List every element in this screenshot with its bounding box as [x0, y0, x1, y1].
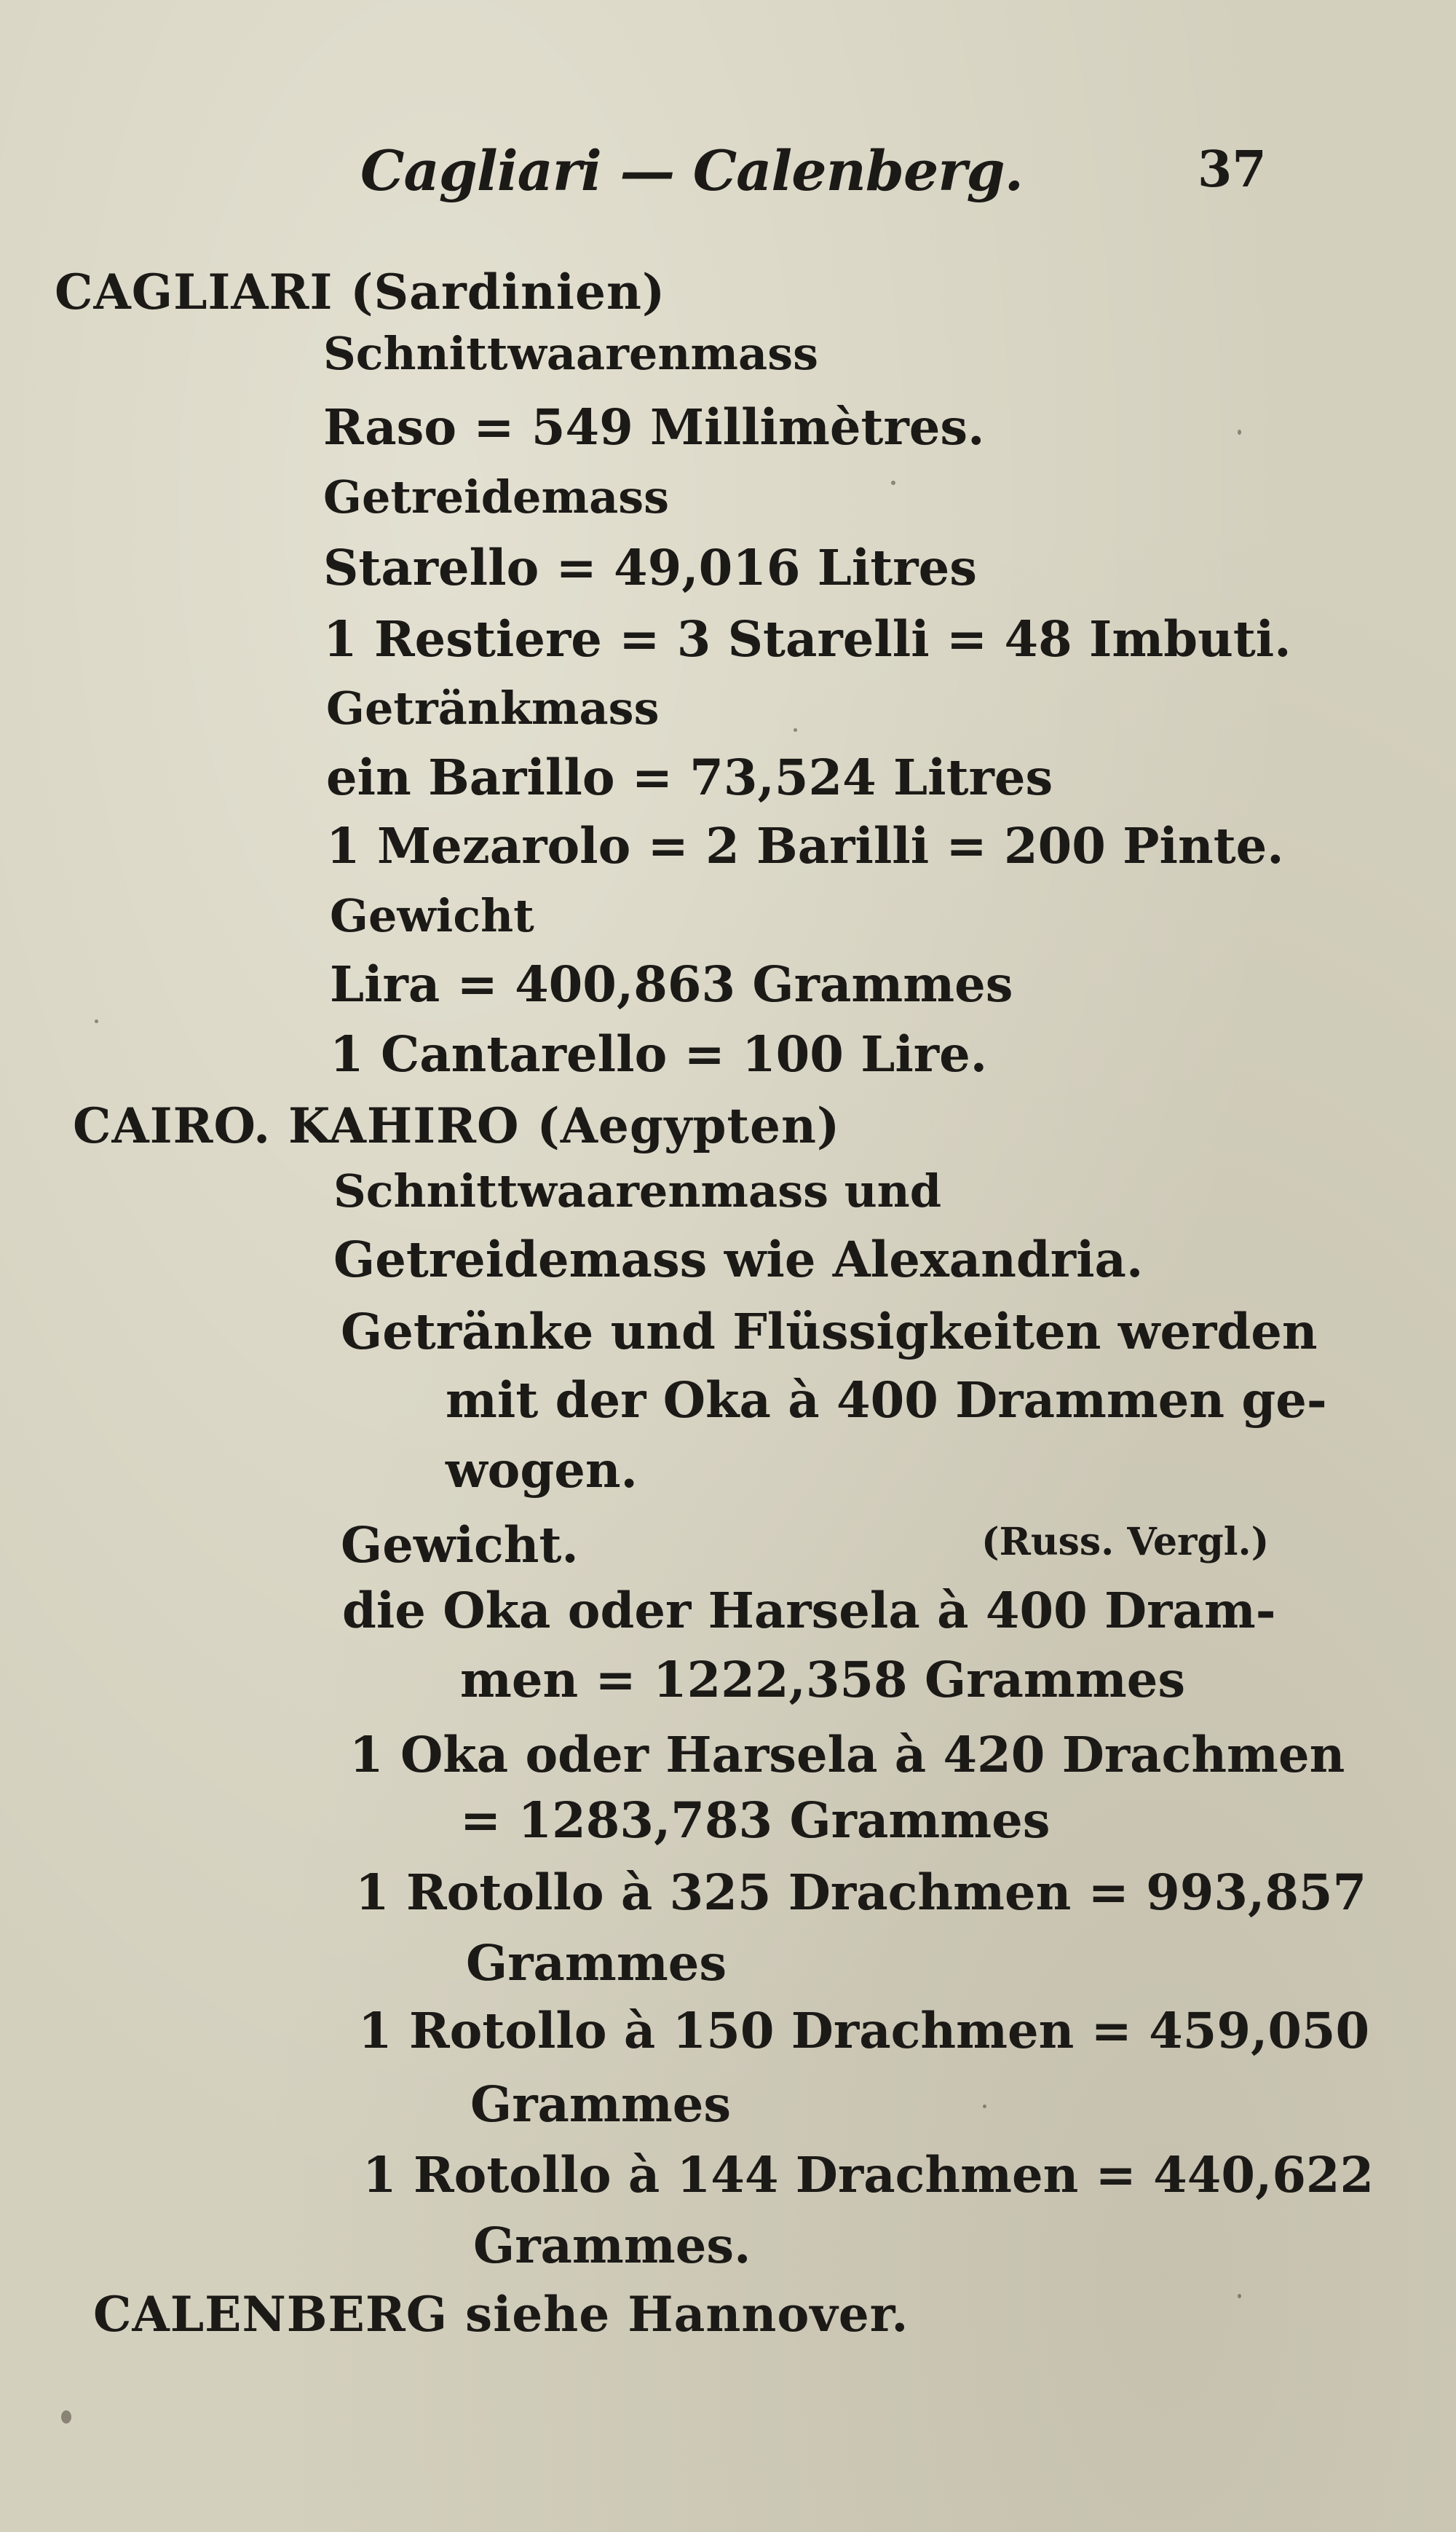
entry-line: Gewicht. — [341, 1516, 579, 1574]
entry-line: wogen. — [446, 1441, 638, 1499]
entry-heading-cagliari: CAGLIARI (Sardinien) — [55, 264, 666, 320]
running-head-title: Cagliari — Calenberg. — [360, 138, 1024, 203]
entry-line: 1 Cantarello = 100 Lire. — [330, 1025, 988, 1083]
entry-line: die Oka oder Harsela à 400 Dram- — [342, 1582, 1276, 1639]
entry-line: Grammes. — [473, 2217, 751, 2274]
entry-line: ein Barillo = 73,524 Litres — [326, 749, 1053, 806]
paper-speck — [891, 481, 895, 485]
entry-line: mit der Oka à 400 Drammen ge- — [446, 1371, 1327, 1429]
paper-speck — [794, 728, 797, 732]
entry-heading-calenberg: CALENBERG siehe Hannover. — [93, 2286, 909, 2343]
entry-line: men = 1222,358 Grammes — [460, 1651, 1186, 1708]
entry-line: Schnittwaarenmass und — [333, 1164, 942, 1218]
entry-line: Raso = 549 Millimètres. — [323, 398, 985, 456]
entry-line: = 1283,783 Grammes — [460, 1791, 1051, 1849]
entry-line: Starello = 49,016 Litres — [323, 539, 977, 596]
entry-line: Getreidemass — [323, 470, 670, 524]
entry-line: Gewicht — [330, 889, 534, 942]
page-number: 37 — [1198, 141, 1267, 199]
entry-line: 1 Rotollo à 325 Drachmen = 993,857 — [355, 1863, 1367, 1921]
entry-line: 1 Mezarolo = 2 Barilli = 200 Pinte. — [326, 817, 1284, 875]
paper-speck — [1238, 430, 1241, 435]
entry-line: 1 Rotollo à 144 Drachmen = 440,622 — [363, 2146, 1374, 2204]
entry-line: Schnittwaarenmass — [323, 327, 819, 380]
entry-line: 1 Oka oder Harsela à 420 Drachmen — [349, 1726, 1345, 1783]
paper-speck — [61, 2410, 71, 2423]
entry-line: Lira = 400,863 Grammes — [330, 955, 1013, 1013]
entry-line: Grammes — [466, 1934, 727, 1992]
entry-heading-cairo: CAIRO. KAHIRO (Aegypten) — [73, 1097, 841, 1154]
entry-line: Getränke und Flüssigkeiten werden — [341, 1303, 1318, 1360]
paper-speck — [1238, 2294, 1241, 2298]
entry-line: 1 Rotollo à 150 Drachmen = 459,050 — [358, 2002, 1370, 2059]
entry-line: Grammes — [470, 2075, 732, 2133]
entry-line: Getränkmass — [326, 682, 660, 735]
entry-line: 1 Restiere = 3 Starelli = 48 Imbuti. — [323, 610, 1291, 668]
entry-line: Getreidemass wie Alexandria. — [333, 1231, 1144, 1288]
paper-speck — [95, 1019, 98, 1023]
paper-speck — [983, 2105, 986, 2108]
comparison-note: (Russ. Vergl.) — [981, 1520, 1270, 1564]
